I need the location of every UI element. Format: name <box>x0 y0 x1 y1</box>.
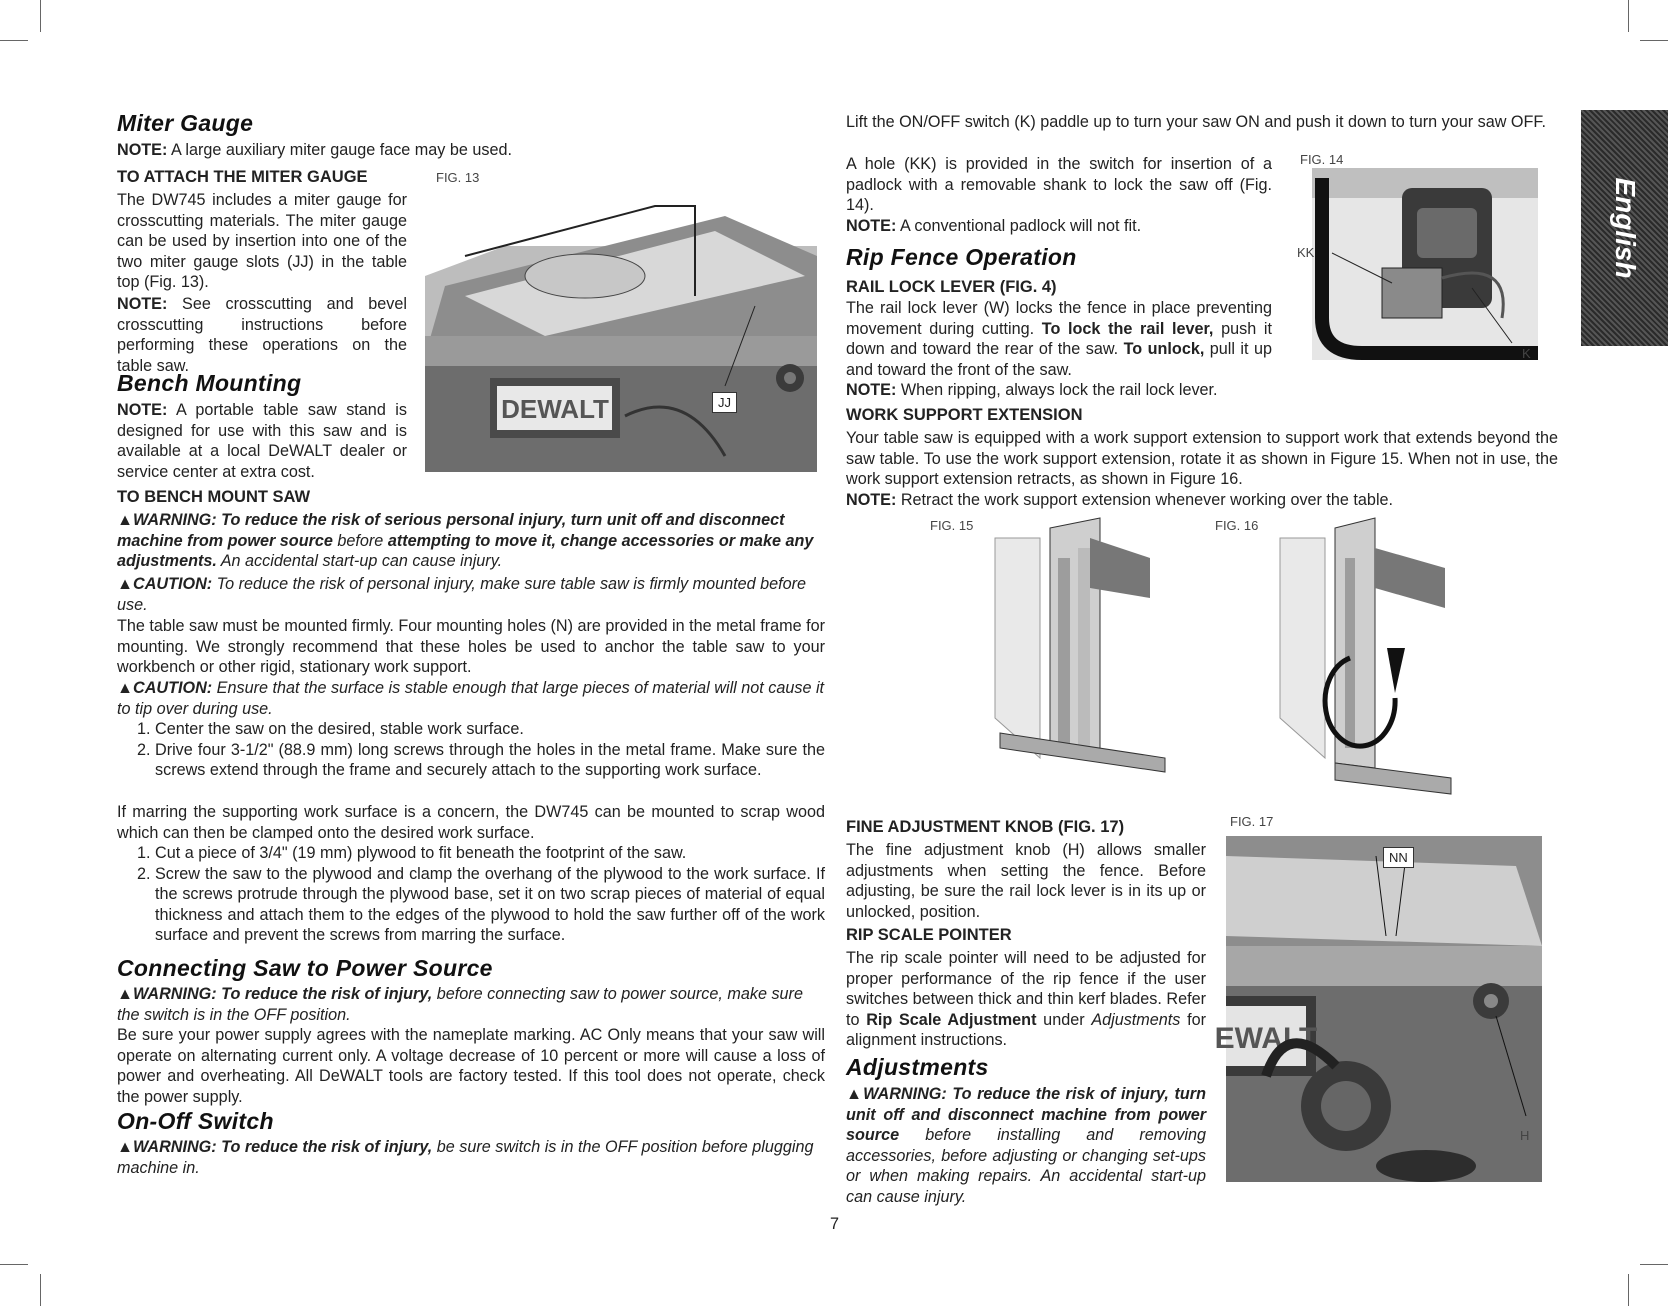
fig17-image <box>1214 836 1542 1182</box>
bench-mount-para1: The table saw must be mounted firmly. Four mounting holes (N) are provided in the metal frame for mounting. We strongly recommend that these holes be used to anchor the table saw to your workbench or other rigid, stationary work support. <box>117 617 825 676</box>
rail-lock-heading: RAIL LOCK LEVER (FIG. 4) <box>846 278 1057 296</box>
list-item: 2. Screw the saw to the plywood and clamp the overhang of the plywood to the work surface. If the screws protrude through the plywood base, set it on two scrap pieces of material of equal thickness and attach them to the edges of the plywood to hold the saw further off of the work surface and prevent the screws from marring the surface. <box>155 864 825 946</box>
fig14-k-callout: K <box>1522 346 1531 361</box>
fig13-jj-callout: JJ <box>712 392 737 413</box>
fig17-h-callout: H <box>1520 1128 1530 1143</box>
work-support-note: NOTE: Retract the work support extension whenever working over the table. <box>846 491 1394 509</box>
rip-scale-heading: RIP SCALE POINTER <box>846 926 1012 944</box>
svg-text:DEWALT: DEWALT <box>501 394 609 424</box>
onoff-warning: ▲WARNING: To reduce the risk of injury, be sure switch is in the OFF position before plugging machine in. <box>117 1138 814 1177</box>
bench-mounting-heading: Bench Mounting <box>117 370 302 396</box>
onoff-heading: On-Off Switch <box>117 1108 274 1134</box>
svg-text:EWALT: EWALT <box>1214 1022 1318 1055</box>
bench-mount-list2 <box>117 843 825 946</box>
crop-mark <box>1628 1274 1629 1306</box>
connecting-heading: Connecting Saw to Power Source <box>117 955 493 981</box>
bench-mount-saw-heading: TO BENCH MOUNT SAW <box>117 488 311 506</box>
fig16-image <box>1275 518 1451 794</box>
page-number: 7 <box>830 1215 840 1233</box>
rip-scale-para: The rip scale pointer will need to be adjusted for proper performance of the rip fence if the user switches between thick and thin kerf blades. Refer to Rip Scale Adjustment under Adjustments for alignment instructions. <box>846 949 1206 1049</box>
bench-mount-para2: If marring the supporting work surface is a concern, the DW745 can be mounted to scrap wood which can then be clamped onto the desired work surface. <box>117 803 825 842</box>
bench-mount-caution2: ▲CAUTION: Ensure that the surface is stable enough that large pieces of material will not cause it to tip over during use. <box>117 679 825 718</box>
crop-mark <box>0 40 28 41</box>
fig13-label: FIG. 13 <box>436 170 480 185</box>
fig16-label: FIG. 16 <box>1215 518 1259 533</box>
fig14-image <box>1312 168 1538 360</box>
adjustments-warning: ▲WARNING: To reduce the risk of injury, turn unit off and disconnect machine from power source before installing and removing accessories, before adjusting or changing set-ups or when making repairs. An accidental start-up can cause injury. <box>846 1085 1206 1206</box>
crop-mark <box>0 1264 28 1265</box>
work-support-para: Your table saw is equipped with a work support extension to support work that extends beyond the saw table. To use the work support extension, rotate it as shown in Figure 15. When not in use, the work support extension retracts, as shown in Figure 16. <box>846 429 1558 488</box>
switch-para: Lift the ON/OFF switch (K) paddle up to turn your saw ON and push it down to turn your saw OFF. <box>846 113 1546 131</box>
crop-mark <box>1640 40 1668 41</box>
fig15-label: FIG. 15 <box>930 518 974 533</box>
miter-gauge-body: The DW745 includes a miter gauge for crosscutting materials. The miter gauge can be used by insertion into one of the two miter gauge slots (JJ) in the table top (Fig. 13). <box>117 191 407 291</box>
fine-adj-heading: FINE ADJUSTMENT KNOB (FIG. 17) <box>846 818 1125 836</box>
rail-lock-para: The rail lock lever (W) locks the fence in place preventing movement during cutting. To lock the rail lever, push it down and toward the rear of the saw. To unlock, pull it up and toward the front of the saw. <box>846 299 1272 379</box>
fig14-label: FIG. 14 <box>1300 152 1344 167</box>
miter-gauge-heading: Miter Gauge <box>117 110 254 136</box>
connecting-warning: ▲WARNING: To reduce the risk of injury, before connecting saw to power source, make sure the switch is in the OFF position. <box>117 985 803 1024</box>
attach-miter-heading: TO ATTACH THE MITER GAUGE <box>117 168 368 186</box>
rail-lock-note: NOTE: When ripping, always lock the rail lock lever. <box>846 381 1218 399</box>
bench-mount-warning: ▲WARNING: To reduce the risk of serious personal injury, turn unit off and disconnect machine from power source before attempting to move it, change accessories or make any adjustments. An accidental start-up can cause injury. <box>117 511 814 570</box>
fig17-nn-callout: NN <box>1383 847 1414 868</box>
list-item: 1. Cut a piece of 3/4" (19 mm) plywood to fit beneath the footprint of the saw. <box>155 843 825 864</box>
bench-mount-list1 <box>117 719 825 781</box>
fig14-kk-callout: KK <box>1297 245 1315 260</box>
adjustments-heading: Adjustments <box>846 1054 989 1080</box>
miter-gauge-note: NOTE: A large auxiliary miter gauge face may be used. <box>117 141 512 159</box>
connecting-para: Be sure your power supply agrees with the nameplate marking. AC Only means that your saw will operate on alternating current only. A voltage decrease of 10 percent or more will cause a loss of power and overheating. All DeWALT tools are factory tested. If this tool does not operate, check the power supply. <box>117 1026 825 1106</box>
bench-mounting-note: NOTE: A portable table saw stand is designed for use with this saw and is available at a local DeWALT dealer or service center at extra cost. <box>117 401 407 481</box>
crop-mark <box>1640 1264 1668 1265</box>
miter-gauge-note2: NOTE: See crosscutting and bevel crosscutting instructions before performing these operations on the table saw. <box>117 295 407 375</box>
fig17-label: FIG. 17 <box>1230 814 1274 829</box>
language-tab <box>1581 110 1668 346</box>
padlock-para: A hole (KK) is provided in the switch for insertion of a padlock with a removable shank to lock the saw off (Fig. 14). <box>846 155 1272 214</box>
bench-mount-caution1: ▲CAUTION: To reduce the risk of personal injury, make sure table saw is firmly mounted before use. <box>117 575 806 614</box>
crop-mark <box>40 1274 41 1306</box>
work-support-heading: WORK SUPPORT EXTENSION <box>846 406 1083 424</box>
language-tab-label: English <box>1609 177 1641 279</box>
list-item: 1. Center the saw on the desired, stable work surface. <box>155 719 825 740</box>
fig15-image <box>990 518 1170 772</box>
crop-mark <box>40 0 41 32</box>
padlock-note: NOTE: A conventional padlock will not fit. <box>846 217 1142 235</box>
fine-adj-para: The fine adjustment knob (H) allows smaller adjustments when setting the fence. Before adjusting, be sure the rail lock lever is in its up or unlocked, position. <box>846 841 1206 921</box>
crop-mark <box>1628 0 1629 32</box>
rip-fence-heading: Rip Fence Operation <box>846 244 1077 270</box>
list-item: 2. Drive four 3-1/2" (88.9 mm) long screws through the holes in the metal frame. Make sure the screws extend through the frame and securely attach to the supporting work surface. <box>155 740 825 781</box>
fig13-image <box>425 186 817 472</box>
